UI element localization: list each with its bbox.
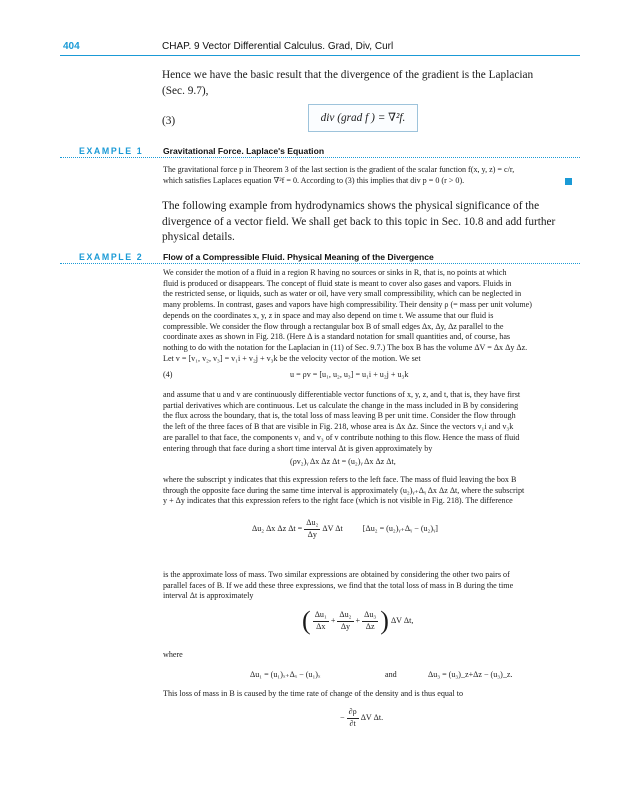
p1-line: nothing to do with the notation for the Laplacian in (11) of Sec. 9.7.) The box B has the volume ΔV = Δx Δy Δz. — [163, 342, 528, 352]
example-1-line-1: The gravitational force p in Theorem 3 of the last section is the gradient of the scalar function f(x, y, z) = c/r, — [163, 165, 515, 174]
sum-tail: ΔV Δt, — [390, 615, 414, 625]
transition-line-2: divergence of a vector field. We shall get back to this topic in Sec. 10.8 and add further — [162, 215, 556, 228]
eq-diff-bracket: [Δu₂ = (u₂)ᵧ₊Δᵧ − (u₂)ᵧ] — [362, 523, 438, 533]
example-2-label: EXAMPLE 2 — [79, 252, 144, 262]
p1-line: Let v = [v₁, v₂, v₃] = v₁i + v₂j + v₃k be the velocity vector of the motion. We set — [163, 353, 421, 363]
example-2-rule — [60, 263, 580, 264]
example-2-paragraph-1 — [163, 268, 583, 364]
where-label: where — [163, 650, 183, 659]
p2-line: partial derivatives which are continuous. Let us calculate the change in the mass included in B by considering — [163, 400, 519, 410]
page-number: 404 — [63, 41, 80, 52]
p1-line: coordinate axes as shown in Fig. 218. (Here Δ is a standard notation for small quantities and, of course, has — [163, 332, 511, 342]
eq-diff-left: Δu₂ Δx Δz Δt = — [252, 523, 303, 533]
transition-line-3: physical details. — [162, 231, 235, 243]
example-2-paragraph-4 — [163, 570, 583, 602]
equation-3-number: (3) — [162, 115, 176, 127]
plus-sign: + — [355, 615, 361, 625]
sum-den-2: Δy — [340, 621, 351, 631]
intro-line-1: Hence we have the basic result that the divergence of the gradient is the Laplacian — [162, 69, 534, 81]
eq-diff-denominator: Δy — [307, 529, 317, 539]
sum-num-1: Δu₁ — [313, 610, 329, 622]
open-paren: ( — [302, 606, 311, 635]
example-2-paragraph-5: This loss of mass in B is caused by the time rate of change of the density and is thus equal to — [163, 689, 464, 698]
p3-line: where the subscript y indicates that this expression refers to the left face. The mass of fluid leaving the box B — [163, 475, 517, 484]
equation-mass-entering: (ρv₂)ᵧ Δx Δz Δt = (u₂)ᵧ Δx Δz Δt, — [290, 457, 396, 466]
example-1-rule — [60, 157, 580, 158]
close-paren: ) — [380, 606, 389, 635]
transition-line-1: The following example from hydrodynamics shows the physical significance of the — [162, 200, 540, 212]
running-header-title: CHAP. 9 Vector Differential Calculus. Grad, Div, Curl — [162, 41, 394, 52]
p1-line: compressible. We consider the flow through a rectangular box B of small edges Δx, Δy, Δz parallel to the — [163, 321, 504, 331]
sum-den-1: Δx — [316, 621, 326, 631]
p1-line: fluid is produced or disappears. The concept of fluid state is meant to cover also gases and vapors. Fluids in — [163, 278, 512, 288]
p4-line: is the approximate loss of mass. Two similar expressions are obtained by considering the other two pairs of — [163, 570, 510, 579]
sum-fraction-3 — [362, 610, 378, 632]
p2-line: the left of the three faces of B that are visible in Fig. 218, whose area is Δx Δz. Since the vectors v₁i and v₃k — [163, 422, 514, 432]
intro-paragraph — [162, 68, 582, 99]
sum-fraction-2 — [337, 610, 353, 632]
example-1-text — [163, 165, 583, 186]
equation-where-3: Δu₃ = (u₃)_z+Δz − (u₃)_z. — [428, 670, 513, 679]
sum-fraction-1 — [313, 610, 329, 632]
eq-diff-right: ΔV Δt — [322, 523, 343, 533]
final-fraction — [347, 707, 359, 729]
equation-where-and: and — [385, 670, 397, 679]
header-rule — [60, 55, 580, 56]
p4-line: parallel faces of B. If we add these three expressions, we find that the total loss of mass in B during the time — [163, 580, 514, 590]
sum-den-3: Δz — [365, 621, 375, 631]
p2-line: entering through that face during a short time interval Δt is given approximately by — [163, 443, 433, 453]
transition-paragraph — [162, 199, 582, 246]
example-2-title: Flow of a Compressible Fluid. Physical Meaning of the Divergence — [163, 252, 434, 262]
final-tail: ΔV Δt. — [360, 712, 384, 722]
end-of-example-icon — [565, 178, 572, 185]
equation-4: u = ρv = [u₁, u₂, u₃] = u₁i + u₂j + u₃k — [290, 370, 409, 379]
example-1-line-2: which satisfies Laplaces equation ∇²f = 0. According to (3) this implies that div p = 0 (r > 0). — [163, 175, 465, 185]
example-2-paragraph-2 — [163, 390, 583, 454]
example-1-label: EXAMPLE 1 — [79, 146, 144, 156]
example-2-paragraph-3 — [163, 475, 583, 507]
example-1-title: Gravitational Force. Laplace's Equation — [163, 146, 325, 156]
eq-diff-fraction — [304, 518, 320, 540]
equation-total-loss — [302, 608, 502, 642]
p2-line: are parallel to that face, the components v₁ and v₃ of v contribute nothing to this flow. Hence the mass of fluid — [163, 432, 520, 442]
equation-4-number: (4) — [163, 370, 173, 379]
minus-sign: − — [340, 712, 345, 722]
intro-line-2: (Sec. 9.7), — [162, 84, 209, 97]
p2-line: the flux across the boundary, that is, the total loss of mass leaving B per unit time. Consider the flow through — [163, 411, 516, 421]
p1-line: We consider the motion of a fluid in a region R having no sources or sinks in R, that is, no points at which — [163, 268, 507, 277]
p3-line: y + Δy indicates that this expression refers to the right face (which is not visible in Fig. 218). The difference — [163, 496, 513, 506]
final-num: ∂ρ — [347, 707, 359, 719]
equation-difference — [252, 518, 582, 550]
sum-num-3: Δu₃ — [362, 610, 378, 622]
p1-line: many problems. In contrast, gases and vapors have high compressibility. Their density ρ (= mass per unit volume) — [163, 300, 532, 310]
eq-diff-numerator: Δu₂ — [304, 518, 320, 530]
plus-sign: + — [330, 615, 336, 625]
equation-3-box: div (grad f ) = ∇²f. — [308, 104, 418, 132]
equation-final — [340, 707, 383, 729]
p2-line: and assume that u and v are continuously differentiable vector functions of x, y, z, and t, that is, they have first — [163, 390, 521, 399]
final-den: ∂t — [349, 718, 356, 728]
p4-line: interval Δt is approximately — [163, 591, 254, 601]
sum-num-2: Δu₂ — [337, 610, 353, 622]
p3-line: through the opposite face during the same time interval is approximately (u₂)ᵧ₊Δᵧ Δx Δz Δt, where the subscript — [163, 485, 525, 495]
p1-line: the restricted sense, or liquids, such as water or oil, have very small compressibility, which can be neglected in — [163, 289, 522, 299]
equation-where-1: Δu₁ = (u₁)ₓ₊Δₓ − (u₁)ₓ — [250, 670, 321, 679]
p1-line: depends on the coordinates x, y, z in space and may also depend on time t. We assume that our fluid is — [163, 310, 494, 320]
